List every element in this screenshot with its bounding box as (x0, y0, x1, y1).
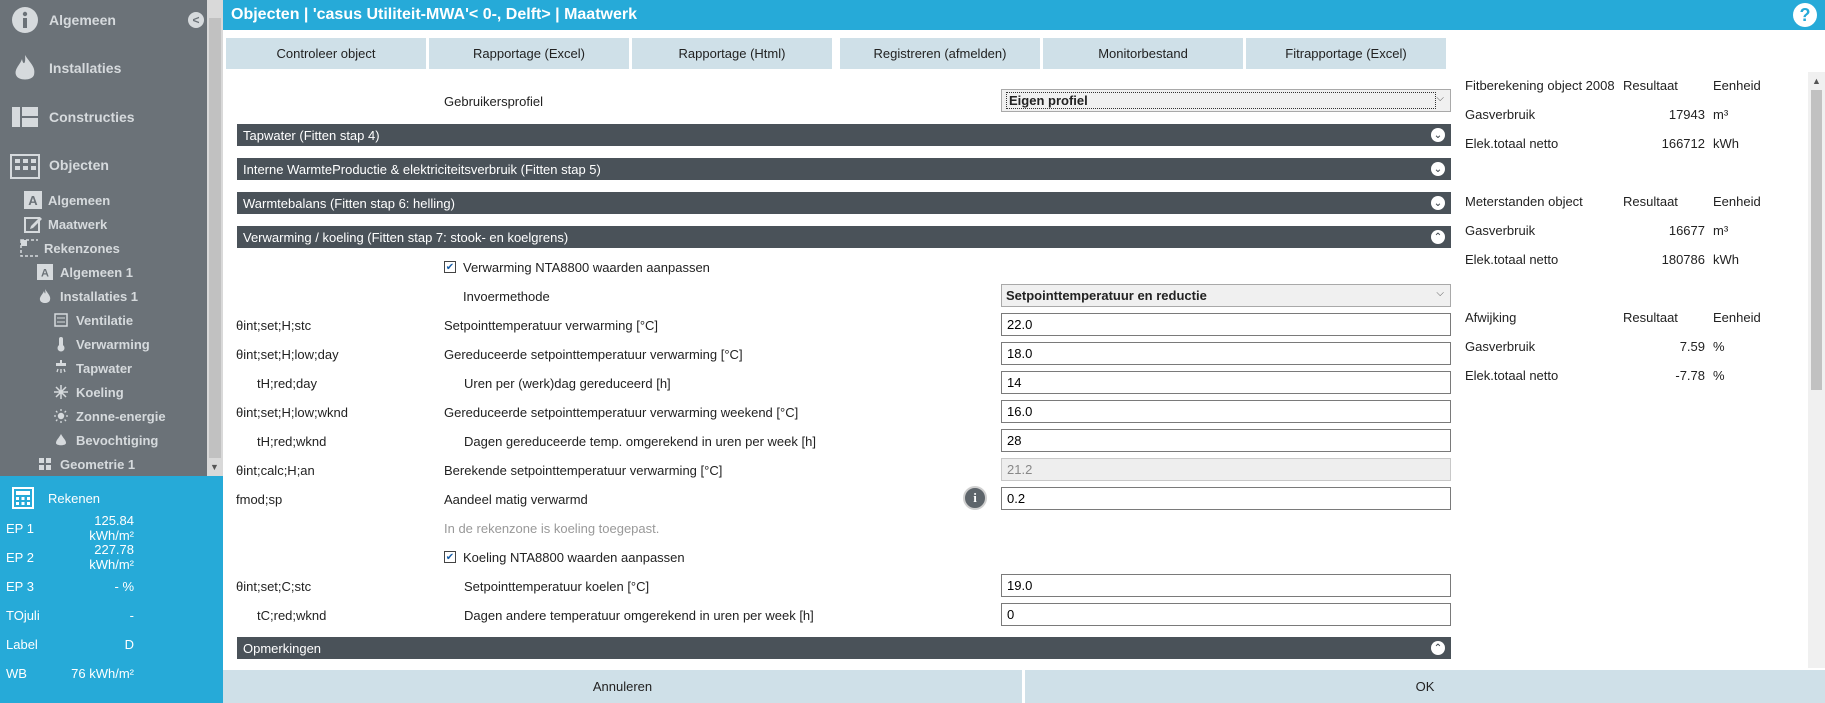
sidebar-sub-label: Rekenzones (44, 240, 120, 256)
header-cell: Afwijking (1465, 310, 1517, 325)
section-verwarming-koeling[interactable] (237, 226, 1451, 248)
sidebar-sub-label: Maatwerk (48, 216, 108, 232)
result-label: EP 3 (6, 578, 34, 594)
header-cell: Eenheid (1713, 310, 1761, 325)
invoermethode-select[interactable] (1001, 284, 1451, 307)
sidebar-sub-koeling[interactable] (52, 381, 124, 403)
row-value: 7.59 (1679, 339, 1705, 354)
sidebar-sub-label: Algemeen (48, 192, 111, 208)
hours-reduced-label: Uren per (werk)dag gereduceerd [h] (464, 376, 671, 391)
row-value: 16677 (1668, 223, 1705, 238)
row-unit: kWh (1713, 252, 1739, 267)
main-scrollbar-thumb[interactable] (1811, 90, 1822, 390)
sidebar-item-installaties[interactable] (10, 53, 121, 83)
section-title: Interne WarmteProductie & elektriciteitsverbruik (Fitten stap 5) (243, 161, 601, 177)
section-title: Tapwater (Fitten stap 4) (243, 127, 380, 143)
edit-icon (24, 215, 42, 233)
svg-text:A: A (28, 193, 38, 208)
heating-override-label: Verwarming NTA8800 waarden aanpassen (463, 260, 710, 275)
sidebar-sub-geometrie-1[interactable] (36, 453, 135, 475)
row-value: 166712 (1661, 136, 1705, 151)
svg-text:A: A (41, 267, 49, 280)
meter-row-elek (1465, 252, 1765, 272)
result-value: - (129, 607, 134, 623)
cooling-override-label: Koeling NTA8800 waarden aanpassen (463, 550, 685, 565)
section-tapwater[interactable] (237, 124, 1451, 146)
dialog-buttons (223, 670, 1825, 703)
result-label: EP 2 (6, 549, 34, 565)
sidebar-scrollbar[interactable] (207, 0, 223, 476)
sidebar-item-label: Installaties (49, 60, 122, 76)
setpoint-heating-label: Setpointtemperatuur verwarming [°C] (444, 318, 659, 333)
row-value: 180786 (1661, 252, 1705, 267)
wall-icon (10, 102, 40, 132)
sidebar-sub-label: Zonne-energie (76, 408, 166, 424)
result-value: 125.84 kWh/m² (89, 513, 134, 543)
hours-reduced-input[interactable] (1001, 371, 1451, 394)
setpoint-cooling-label: Setpointtemperatuur koelen [°C] (464, 579, 650, 594)
sidebar-item-label: Constructies (49, 109, 135, 125)
sidebar-item-constructies[interactable] (10, 102, 135, 132)
flame-icon (36, 287, 54, 305)
sidebar-item-algemeen[interactable] (10, 5, 116, 35)
sidebar-sub-algemeen[interactable] (24, 189, 110, 211)
result-label: Label (6, 636, 38, 652)
aandeel-matig-label: Aandeel matig verwarmd (444, 492, 588, 507)
row-value: 17943 (1668, 107, 1705, 122)
fitrapportage-excel-button[interactable]: Fitrapportage (Excel) (1246, 38, 1446, 69)
sidebar-sub-label: Verwarming (76, 336, 150, 352)
result-label: EP 1 (6, 520, 34, 536)
flame-icon (10, 53, 40, 83)
sidebar-sub-algemeen-1[interactable] (36, 261, 133, 283)
sidebar-sub-installaties-1[interactable] (36, 285, 138, 307)
symbol-label: θint;calc;H;an (236, 463, 315, 478)
sidebar-sub-rekenzones[interactable] (20, 237, 120, 259)
sidebar-sub-maatwerk[interactable] (24, 213, 107, 235)
sidebar-item-label: Algemeen (49, 12, 116, 28)
row-label: Gasverbruik (1465, 339, 1536, 354)
snowflake-icon (52, 383, 70, 401)
header-cell: Eenheid (1713, 78, 1761, 93)
symbol-label: θint;set;H;low;day (236, 347, 339, 362)
cooling-note: In de rekenzone is koeling toegepast. (444, 521, 660, 536)
results-panel (0, 476, 223, 703)
section-warmtebalans[interactable] (237, 192, 1451, 214)
scroll-up-icon[interactable]: ▲ (1812, 76, 1821, 86)
header-cell: Resultaat (1623, 310, 1678, 325)
aandeel-matig-input[interactable] (1001, 487, 1451, 510)
sidebar-sub-label: Bevochtiging (76, 432, 159, 448)
reduced-setpoint-label: Gereduceerde setpointtemperatuur verwarming [°C] (444, 347, 743, 362)
collapse-sidebar-button[interactable]: < (188, 12, 204, 28)
row-unit: m³ (1713, 223, 1729, 238)
fit-row-gas (1465, 107, 1765, 127)
reduced-setpoint-weekend-label: Gereduceerde setpointtemperatuur verwarming weekend [°C] (444, 405, 799, 420)
invoermethode-value: Setpointtemperatuur en reductie (1006, 288, 1207, 303)
header-cell: Meterstanden object (1465, 194, 1583, 209)
maatwerk-form (223, 72, 1463, 668)
symbol-label: tH;red;day (257, 376, 317, 391)
gebruikersprofiel-label: Gebruikersprofiel (444, 94, 543, 109)
result-label: WB (6, 665, 27, 681)
symbol-label: tH;red;wknd (257, 434, 327, 449)
calculated-setpoint-field (1001, 458, 1451, 481)
section-interne-warmteproductie[interactable] (237, 158, 1451, 180)
row-unit: kWh (1713, 136, 1739, 151)
collapse-icon[interactable]: ⌃ (1431, 230, 1445, 244)
row-label: Gasverbruik (1465, 223, 1536, 238)
sidebar-sub-ventilatie[interactable] (52, 309, 133, 331)
result-row-ep1 (6, 513, 136, 543)
window-title: Objecten | 'casus Utiliteit-MWA'< 0-, Delft> | Maatwerk (231, 6, 637, 23)
header-cell: Fitberekening object 2008 (1465, 78, 1615, 93)
header-cell: Resultaat (1623, 194, 1678, 209)
vent-icon (52, 311, 70, 329)
rapportage-html-button[interactable]: Rapportage (Html) (632, 38, 832, 69)
symbol-label: θint;set;H;stc (236, 318, 312, 333)
days-reduced-input[interactable] (1001, 429, 1451, 452)
row-unit: m³ (1713, 107, 1729, 122)
symbol-label: fmod;sp (236, 492, 283, 507)
result-label: TOjuli (6, 607, 40, 623)
section-title: Opmerkingen (243, 640, 322, 656)
invoermethode-label: Invoermethode (463, 289, 550, 304)
header-cell: Resultaat (1623, 78, 1678, 93)
result-row-ep3 (6, 576, 136, 596)
letter-a-icon (24, 191, 42, 209)
section-opmerkingen[interactable] (237, 637, 1451, 659)
cancel-button[interactable]: Annuleren (223, 670, 1022, 703)
days-other-temp-label: Dagen andere temperatuur omgerekend in uren per week [h] (464, 608, 814, 623)
controleer-object-button[interactable]: Controleer object (226, 38, 426, 69)
days-other-temp-input[interactable] (1001, 603, 1451, 626)
calculator-icon (12, 487, 34, 509)
sidebar-sub-bevochtiging[interactable] (52, 429, 158, 451)
chevron-down-icon: ⌵ (1436, 93, 1444, 104)
rapportage-excel-button[interactable]: Rapportage (Excel) (429, 38, 629, 69)
tap-icon (52, 359, 70, 377)
row-label: Elek.totaal netto (1465, 136, 1559, 151)
setpoint-heating-input[interactable] (1001, 313, 1451, 336)
result-value: 227.78 kWh/m² (89, 542, 134, 572)
info-icon (10, 5, 40, 35)
cooling-override-checkbox[interactable]: ✔ (445, 551, 455, 563)
row-value: -7.78 (1675, 368, 1705, 383)
reduced-setpoint-weekend-input[interactable] (1001, 400, 1451, 423)
sidebar-sub-label: Installaties 1 (60, 288, 139, 304)
result-value: - % (114, 578, 134, 594)
deviation-row-gas (1465, 339, 1765, 359)
row-unit: % (1713, 368, 1725, 383)
sidebar-sub-label: Geometrie 1 (60, 456, 136, 472)
sidebar-sub-label: Tapwater (76, 360, 133, 376)
gebruikersprofiel-value: Eigen profiel (1006, 92, 1436, 109)
rekenen-button[interactable] (12, 486, 100, 510)
expand-icon[interactable]: ⌄ (1431, 162, 1445, 176)
result-row-tojuli (6, 605, 136, 625)
deviation-row-elek (1465, 368, 1765, 388)
reduced-setpoint-input[interactable] (1001, 342, 1451, 365)
result-row-label (6, 634, 136, 654)
setpoint-cooling-input[interactable] (1001, 574, 1451, 597)
deviation-header-row (1465, 310, 1765, 330)
sidebar-sub-tapwater[interactable] (52, 357, 132, 379)
heating-override-checkbox[interactable]: ✔ (445, 261, 455, 273)
result-row-wb (6, 663, 136, 683)
sidebar-sub-label: Ventilatie (76, 312, 134, 328)
expand-icon[interactable]: ⌄ (1431, 128, 1445, 142)
result-value: 76 kWh/m² (71, 665, 134, 681)
thermometer-icon (52, 335, 70, 353)
sidebar (0, 0, 223, 703)
symbol-label: θint;set;H;low;wknd (236, 405, 348, 420)
meter-row-gas (1465, 223, 1765, 243)
scroll-down-icon[interactable]: ▼ (210, 462, 219, 472)
header-cell: Eenheid (1713, 194, 1761, 209)
ok-button[interactable]: OK (1025, 670, 1825, 703)
sidebar-item-label: Objecten (49, 157, 109, 173)
grid-icon (36, 455, 54, 473)
fit-header-row (1465, 78, 1765, 98)
sidebar-sub-label: Algemeen 1 (60, 264, 133, 280)
building-icon (10, 150, 40, 180)
monitorbestand-button[interactable]: Monitorbestand (1043, 38, 1243, 69)
row-unit: % (1713, 339, 1725, 354)
window-title-bar (223, 0, 1825, 30)
sidebar-item-objecten[interactable] (10, 150, 109, 180)
days-reduced-label: Dagen gereduceerde temp. omgerekend in uren per week [h] (464, 434, 816, 449)
sidebar-sub-verwarming[interactable] (52, 333, 150, 355)
sidebar-sub-zonne-energie[interactable] (52, 405, 166, 427)
gebruikersprofiel-select[interactable] (1001, 89, 1451, 112)
symbol-label: tC;red;wknd (257, 608, 327, 623)
fit-row-elek (1465, 136, 1765, 156)
toolbar (223, 30, 1825, 72)
result-value: D (124, 636, 134, 652)
chevron-down-icon: ⌵ (1436, 288, 1444, 299)
row-label: Elek.totaal netto (1465, 252, 1559, 267)
sidebar-scrollbar-thumb[interactable] (209, 18, 221, 458)
result-row-ep2 (6, 542, 136, 572)
letter-a-icon (36, 263, 54, 281)
zones-icon (20, 239, 38, 257)
calculated-setpoint-label: Berekende setpointtemperatuur verwarming [°C] (444, 463, 723, 478)
fit-results-panel (1463, 72, 1808, 668)
section-title: Warmtebalans (Fitten stap 6: helling) (243, 195, 455, 211)
row-label: Gasverbruik (1465, 107, 1536, 122)
info-icon[interactable]: i (963, 486, 987, 510)
sidebar-sub-label: Koeling (76, 384, 124, 400)
registreren-button[interactable]: Registreren (afmelden) (840, 38, 1040, 69)
collapse-icon[interactable]: ⌃ (1431, 641, 1445, 655)
symbol-label: θint;set;C;stc (236, 579, 312, 594)
section-title: Verwarming / koeling (Fitten stap 7: stook- en koelgrens) (243, 229, 569, 245)
help-icon[interactable]: ? (1793, 3, 1817, 27)
row-label: Elek.totaal netto (1465, 368, 1559, 383)
sun-icon (52, 407, 70, 425)
meter-header-row (1465, 194, 1765, 214)
drop-icon (52, 431, 70, 449)
expand-icon[interactable]: ⌄ (1431, 196, 1445, 210)
rekenen-label: Rekenen (48, 490, 101, 506)
sidebar-nav (0, 0, 207, 476)
main-scrollbar[interactable] (1808, 72, 1825, 668)
